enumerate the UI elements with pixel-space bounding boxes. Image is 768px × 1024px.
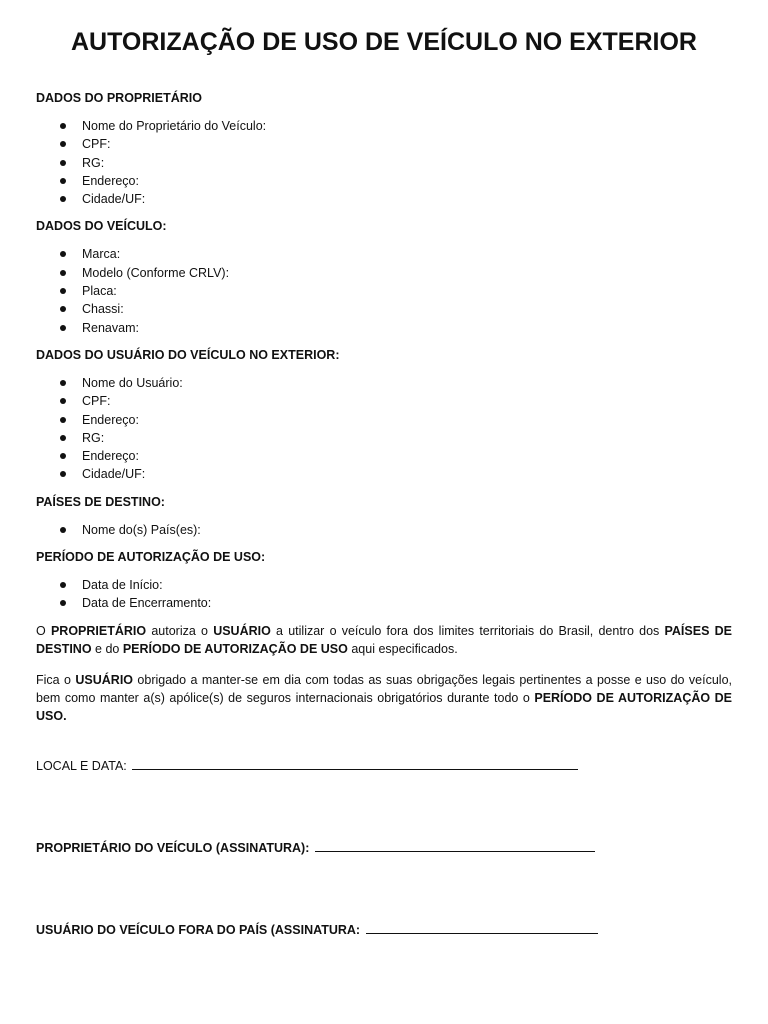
list-item: CPF: xyxy=(36,392,732,410)
paragraph-text: autoriza o xyxy=(146,623,214,638)
paragraph-emphasis: PAÍSES DE DESTINO xyxy=(36,623,733,656)
paragraph-text: obrigado a manter-se em dia com todas as suas obrigações legais pertinentes a posse e uso do veículo, bem como manter a(s) apólice(s) de seguros internacionais obrigatórios durante todo o xyxy=(36,672,732,705)
paragraph-emphasis: PERÍODO DE AUTORIZAÇÃO DE USO xyxy=(122,641,348,656)
section-heading-vehicle: DADOS DO VEÍCULO: xyxy=(36,219,167,234)
list-item: Data de Encerramento: xyxy=(36,594,732,612)
paragraph-emphasis: PERÍODO DE AUTORIZAÇÃO DE USO. xyxy=(36,690,732,723)
paragraph-text: O xyxy=(36,623,51,638)
list-item: Endereço: xyxy=(36,411,732,429)
paragraph-emphasis: USUÁRIO xyxy=(213,623,271,638)
period-field-list xyxy=(36,576,732,613)
section-heading-user: DADOS DO USUÁRIO DO VEÍCULO NO EXTERIOR: xyxy=(36,347,340,362)
list-item: Nome do Proprietário do Veículo: xyxy=(36,117,732,135)
local-date-blank[interactable] xyxy=(132,757,578,770)
list-item: RG: xyxy=(36,154,732,172)
list-item: Chassi: xyxy=(36,300,732,318)
user-signature-blank[interactable] xyxy=(366,921,598,934)
user-signature-line xyxy=(36,921,598,939)
owner-signature-line xyxy=(36,839,595,857)
owner-signature-label: PROPRIETÁRIO DO VEÍCULO (ASSINATURA): xyxy=(36,841,310,855)
list-item: Data de Início: xyxy=(36,576,732,594)
paragraph-text: a utilizar o veículo fora dos limites territoriais do Brasil, dentro dos xyxy=(270,623,665,638)
list-item: RG: xyxy=(36,429,732,447)
paragraph-text: aqui especificados. xyxy=(347,641,458,656)
section-heading-period: PERÍODO DE AUTORIZAÇÃO DE USO: xyxy=(36,550,266,565)
obligations-paragraph xyxy=(36,671,732,725)
list-item: Cidade/UF: xyxy=(36,465,732,483)
user-field-list xyxy=(36,374,732,484)
paragraph-emphasis: PROPRIETÁRIO xyxy=(50,623,147,638)
list-item: Modelo (Conforme CRLV): xyxy=(36,264,732,282)
paragraph-text: Fica o xyxy=(36,672,76,687)
list-item: Nome do(s) País(es): xyxy=(36,521,732,539)
vehicle-field-list xyxy=(36,245,732,336)
section-heading-destination: PAÍSES DE DESTINO: xyxy=(36,494,165,509)
paragraph-text: e do xyxy=(91,641,123,656)
section-heading-owner: DADOS DO PROPRIETÁRIO xyxy=(36,91,202,105)
local-date-label: LOCAL E DATA: xyxy=(36,759,127,773)
list-item: Placa: xyxy=(36,282,732,300)
owner-field-list xyxy=(36,117,732,208)
list-item: Cidade/UF: xyxy=(36,190,732,208)
document-title: AUTORIZAÇÃO DE USO DE VEÍCULO NO EXTERIOR xyxy=(71,28,697,56)
authorization-paragraph xyxy=(36,622,732,658)
list-item: Marca: xyxy=(36,245,732,263)
list-item: Endereço: xyxy=(36,447,732,465)
list-item: Nome do Usuário: xyxy=(36,374,732,392)
paragraph-emphasis: USUÁRIO xyxy=(75,672,134,687)
local-date-line xyxy=(36,757,578,775)
list-item: Endereço: xyxy=(36,172,732,190)
list-item: CPF: xyxy=(36,135,732,153)
destination-field-list xyxy=(36,521,732,539)
owner-signature-blank[interactable] xyxy=(315,839,595,852)
list-item: Renavam: xyxy=(36,319,732,337)
user-signature-label: USUÁRIO DO VEÍCULO FORA DO PAÍS (ASSINATURA: xyxy=(36,923,361,937)
